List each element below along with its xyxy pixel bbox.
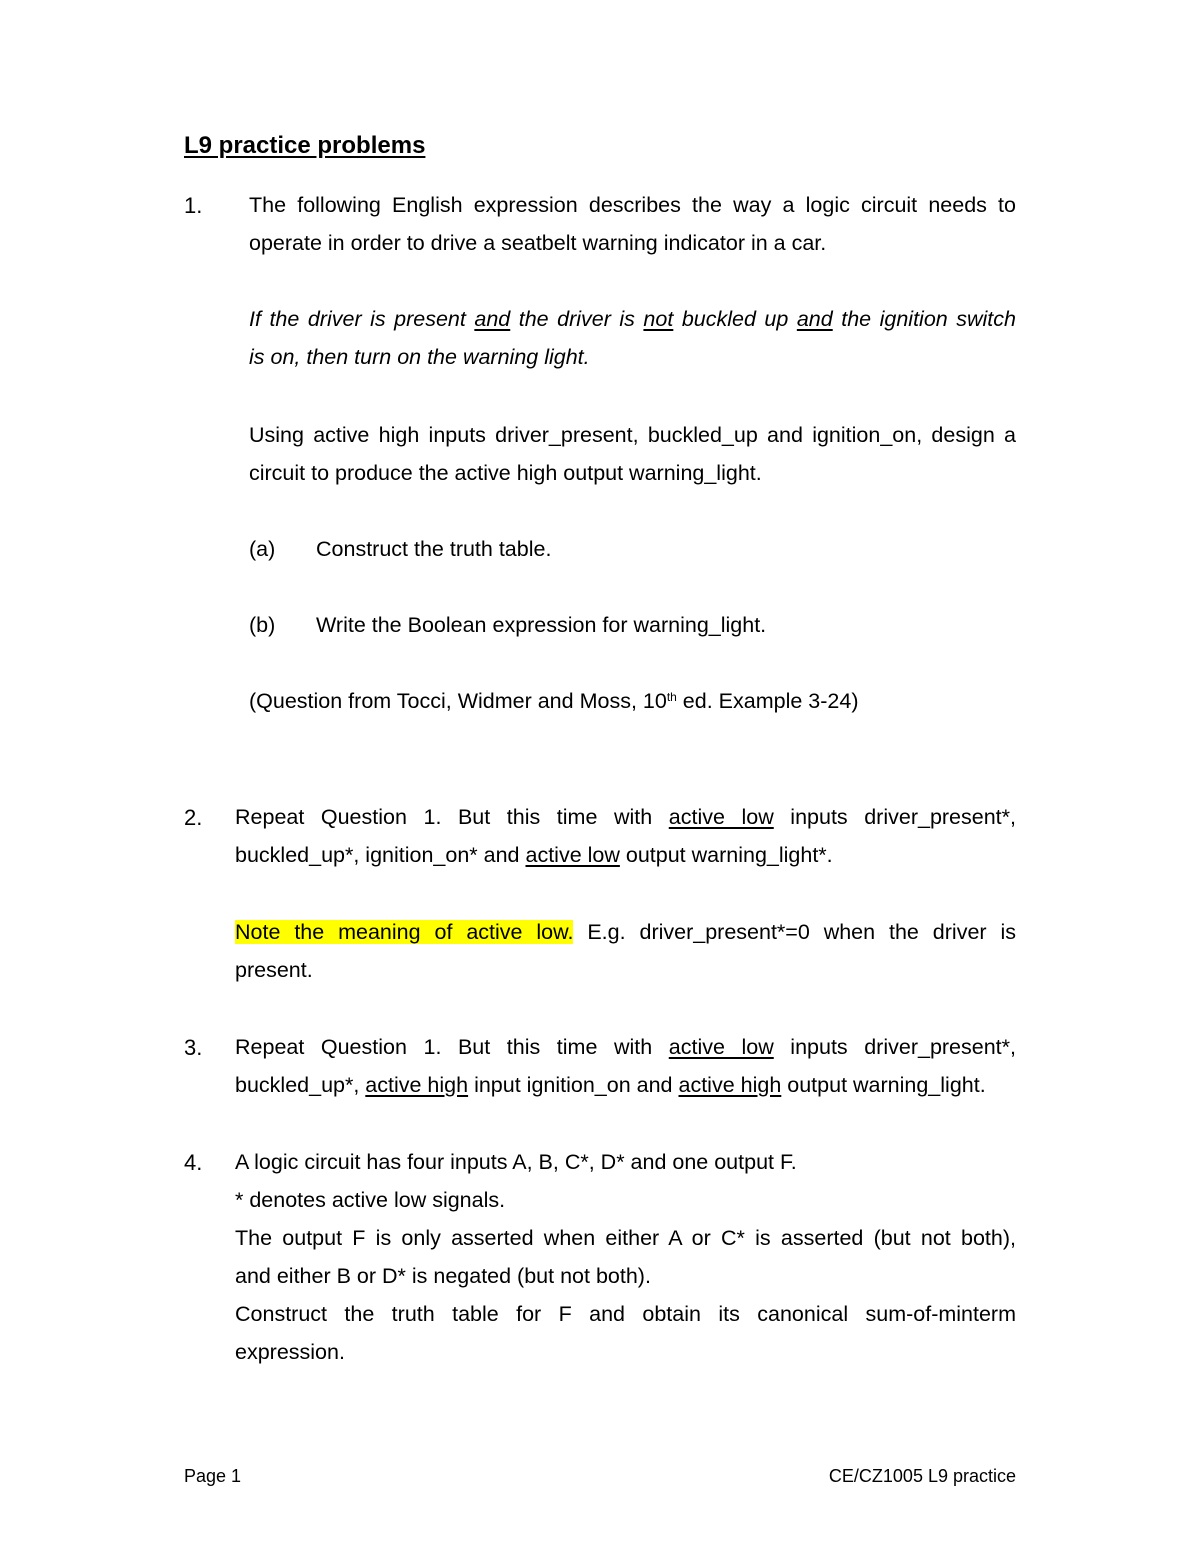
question-1-rule-line-2: is on, then turn on the warning light. <box>249 345 590 369</box>
question-3-number: 3. <box>184 1035 203 1060</box>
question-1-source <box>249 689 858 714</box>
question-2-line-1 <box>235 798 1016 836</box>
q2-emphasis: active low <box>668 805 774 829</box>
question-3-text <box>235 1028 1016 1104</box>
question-4-line-1: A logic circuit has four inputs A, B, C*, D* and one output F. <box>235 1150 797 1174</box>
q3-emphasis: active high <box>678 1073 782 1097</box>
question-4-line-3: The output F is only asserted when either A or C* is asserted (but not both), <box>235 1226 1016 1250</box>
q3-text: output warning_light. <box>781 1073 986 1097</box>
q2-text: output warning_light*. <box>619 843 833 867</box>
note-text: E.g. driver_present*=0 when the driver is <box>573 920 1016 944</box>
page-title: L9 practice problems <box>184 132 426 159</box>
highlighted-note: Note the meaning of active low. <box>235 920 574 944</box>
question-3-line-1 <box>235 1028 1016 1066</box>
rule-emphasis-and: and <box>474 307 511 331</box>
question-1-rule <box>249 300 1016 376</box>
question-4-line-5: Construct the truth table for F and obtain its canonical sum-of-minterm <box>235 1302 1016 1326</box>
question-2-number: 2. <box>184 805 203 830</box>
question-2-note-line-2: present. <box>235 958 313 982</box>
rule-emphasis-not: not <box>643 307 674 331</box>
question-2-text <box>235 798 1016 874</box>
question-1-rule-line-1 <box>249 300 1016 338</box>
q3-text: Repeat Question 1. But this time with <box>235 1035 669 1059</box>
question-4-line-6: expression. <box>235 1340 345 1364</box>
question-1-design-line-1: Using active high inputs driver_present, buckled_up and ignition_on, design a <box>249 423 1016 447</box>
rule-text: the ignition switch <box>832 307 1016 331</box>
q2-text: buckled_up*, ignition_on* and <box>235 843 526 867</box>
q3-emphasis: active low <box>668 1035 774 1059</box>
source-text: ed. Example 3-24) <box>676 689 859 713</box>
question-1-intro-line-1: The following English expression describes the way a logic circuit needs to <box>249 193 1016 217</box>
footer-course-label: CE/CZ1005 L9 practice <box>828 1466 1016 1486</box>
source-text: (Question from Tocci, Widmer and Moss, 10 <box>249 689 667 713</box>
rule-text: the driver is <box>510 307 644 331</box>
question-1-intro <box>249 186 1016 262</box>
q3-emphasis: active high <box>365 1073 469 1097</box>
question-1-intro-line-2: operate in order to drive a seatbelt warning indicator in a car. <box>249 231 827 255</box>
question-4-line-4: and either B or D* is negated (but not both). <box>235 1264 651 1288</box>
question-2-note-line-1 <box>235 913 1016 951</box>
q2-emphasis: active low <box>525 843 620 867</box>
rule-emphasis-and: and <box>796 307 833 331</box>
rule-text: If the driver is present <box>249 307 475 331</box>
question-1a-text: Construct the truth table. <box>316 537 552 561</box>
question-2-line-2 <box>235 836 1016 874</box>
footer-page-number: Page 1 <box>184 1466 242 1486</box>
question-1b-text: Write the Boolean expression for warning_light. <box>316 613 767 637</box>
q3-text: input ignition_on and <box>468 1073 679 1097</box>
q3-text: buckled_up*, <box>235 1073 366 1097</box>
q2-text: inputs driver_present*, <box>773 805 1016 829</box>
question-1a-label: (a) <box>249 537 276 561</box>
question-1-design-line-2: circuit to produce the active high output warning_light. <box>249 461 762 485</box>
question-1-design-instruction <box>249 416 1016 492</box>
question-1-number: 1. <box>184 193 203 218</box>
question-4-number: 4. <box>184 1150 203 1175</box>
q3-text: inputs driver_present*, <box>773 1035 1016 1059</box>
question-3-line-2 <box>235 1066 1016 1104</box>
question-4-text <box>235 1143 1016 1371</box>
source-superscript: th <box>666 690 677 704</box>
question-2-note <box>235 913 1016 989</box>
rule-text: buckled up <box>673 307 797 331</box>
question-1b-label: (b) <box>249 613 276 637</box>
question-4-line-2: * denotes active low signals. <box>235 1188 506 1212</box>
q2-text: Repeat Question 1. But this time with <box>235 805 669 829</box>
